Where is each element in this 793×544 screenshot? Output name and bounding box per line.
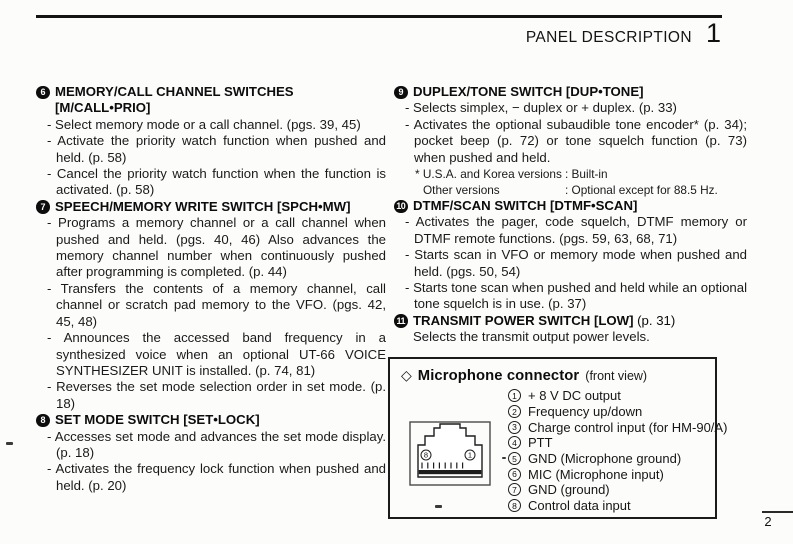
bullet-item: - Reverses the set mode selection order in set mode. (p. 18) [47,379,386,411]
pin8-marker-label: 8 [423,450,429,460]
pin-number-badge: 7 [508,483,521,496]
pin-number-badge: 8 [508,499,521,512]
pin-label: MIC (Microphone input) [528,466,664,482]
section-number-badge: 7 [36,200,50,214]
pin-item [508,435,727,451]
section-transmit-power [394,313,747,346]
page-number: 2 [764,514,772,529]
pin-number-badge: 4 [508,436,521,449]
chapter-number: 1 [705,18,721,48]
section-duplex-tone [394,84,747,198]
jack-bottom-bar [419,470,482,474]
pin-label: Control data input [528,498,631,514]
bullet-item: - Activate the priority watch function when pushed and held. (p. 58) [47,133,386,165]
pin1-marker-label: 1 [467,450,473,460]
bullet-item: - Accesses set mode and advances the set mode display. (p. 18) [47,428,386,460]
section-set-mode [36,412,386,494]
bullet-item: - Selects simplex, − duplex or + duplex. (p. 33) [405,100,677,116]
section-heading [36,412,386,428]
section-title-suffix: (p. 31) [633,312,676,328]
column-left [36,84,386,494]
diamond-icon: ◇ [401,367,412,383]
bullet-item: - Transfers the contents of a memory channel, call channel or scratch pad memory to the VFO. (pgs. 42, 45, 48) [47,280,386,329]
pin-item [508,451,727,467]
page-title: PANEL DESCRIPTION [525,29,692,46]
bullet-item: - Activates the frequency lock function when pushed and held. (p. 20) [47,461,386,493]
pin-item [508,404,727,420]
section-number-badge: 8 [36,414,50,428]
pin-item [508,419,727,435]
pin-number-badge: 5 [508,452,521,465]
footnote-value: : Built-in [565,167,608,182]
section-heading [394,84,747,100]
bullet-item: - Starts scan in VFO or memory mode when pushed and held. (pgs. 50, 54) [405,247,747,279]
mic-connector-diagram [409,421,491,487]
bullet-item: - Activates the pager, code squelch, DTMF memory or DTMF remote functions. (pgs. 59, 63, 68, 71) [405,214,747,246]
section-title-line2: [M/CALL•PRIO] [55,100,151,116]
pin-number-badge: 1 [508,389,521,402]
section-title: SET MODE SWITCH [SET•LOCK] [55,412,260,428]
section-title: SPEECH/MEMORY WRITE SWITCH [SPCH•MW] [55,198,351,214]
section-number-badge: 9 [394,86,408,100]
pin-label: Frequency up/down [528,404,643,420]
section-number-badge: 10 [394,200,408,214]
footnote-label: * U.S.A. and Korea versions [415,167,562,182]
scan-artifact [502,457,506,459]
section-heading [394,198,747,214]
page-number-rule [762,511,793,513]
pin-item [508,388,727,404]
bullet-item: - Starts tone scan when pushed and held while an optional tone squelch is in use. (p. 37) [405,280,747,312]
footnote-value: : Optional except for 88.5 Hz. [565,183,718,198]
footnote-line [394,182,747,198]
bullet-item: - Select memory mode or a call channel. (pgs. 39, 45) [47,116,361,132]
mic-connector-subtitle: (front view) [585,369,648,383]
pin-item [508,498,727,514]
section-text: Selects the transmit output power levels. [413,329,650,345]
pin-label: PTT [528,435,553,451]
scan-artifact [6,442,13,445]
section-title: DUPLEX/TONE SWITCH [DUP•TONE] [413,84,644,99]
column-right [394,84,747,346]
header-rule [36,15,722,18]
section-title: TRANSMIT POWER SWITCH [LOW] [413,312,634,328]
section-title: MEMORY/CALL CHANNEL SWITCHES [55,84,294,99]
section-memory-call-switches [36,84,386,199]
footnote-line [394,166,747,182]
pin-number-badge: 6 [508,468,521,481]
pin-item [508,482,727,498]
section-speech-memory-write [36,199,386,412]
pin-label: GND (ground) [528,482,610,498]
bullet-item: - Cancel the priority watch function when the function is activated. (p. 58) [47,166,386,198]
mic-connector-panel [388,357,728,519]
bullet-item: - Programs a memory channel or a call channel when pushed and held. (pgs. 40, 46) Also advances the memory channel number when continuously pushed after programming is completed. (p. 44) [47,215,386,280]
footnote-label: Other versions [423,183,500,198]
section-title: DTMF/SCAN SWITCH [DTMF•SCAN] [413,198,638,214]
pin-number-badge: 3 [508,421,521,434]
section-heading [36,84,386,100]
pin-label: Charge control input (for HM-90/A) [528,419,728,435]
bullet-item: - Announces the accessed band frequency in a synthesized voice when an optional UT-66 VOICE SYNTHESIZER UNIT is installed. (p. 74, 81) [47,330,386,378]
page-header [526,20,721,47]
bullet-item: - Activates the optional subaudible tone encoder* (p. 34); pocket beep (p. 72) or tone squelch function (p. 73) when pushed and held. [405,116,747,165]
section-heading [36,199,386,215]
scan-artifact [435,505,442,508]
pin-list [508,388,727,514]
pin-label: + 8 V DC output [528,388,621,404]
section-heading [394,313,747,329]
pin-item [508,466,727,482]
mic-connector-title [401,367,647,384]
section-number-badge: 6 [36,86,50,100]
section-dtmf-scan [394,198,747,313]
section-number-badge: 11 [394,314,408,328]
pin-label: GND (Microphone ground) [528,451,682,467]
pin-number-badge: 2 [508,405,521,418]
mic-connector-title-text: Microphone connector [417,368,580,384]
